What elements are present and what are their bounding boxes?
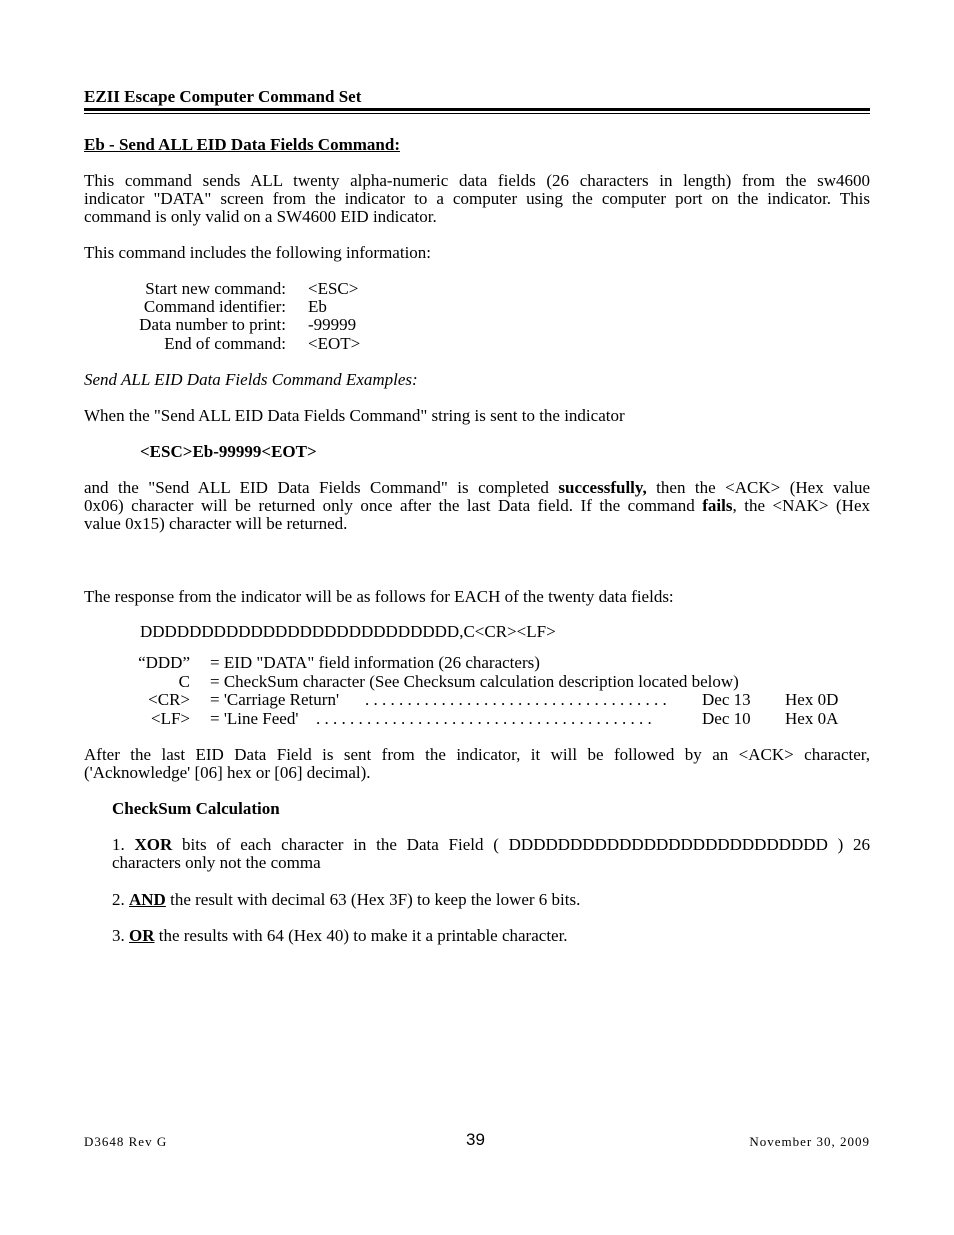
legend-key: C [178, 672, 190, 691]
legend-dec: Dec 10 [702, 709, 751, 728]
checksum-step-2 [112, 891, 580, 909]
footer-date: November 30, 2009 [749, 1134, 870, 1149]
includes-text: This command includes the following information: [84, 243, 432, 262]
step-number: 3. [112, 926, 129, 945]
field-value: <ESC> [308, 279, 359, 298]
xor-keyword: XOR [134, 835, 173, 854]
section-heading: Eb - Send ALL EID Data Fields Command: [84, 135, 400, 154]
result-text: 0x06) character will be returned only once after the last Data field. If the command [84, 496, 703, 515]
step-text: the results with 64 (Hex 40) to make it a printable character. [154, 926, 568, 945]
legend-hex: Hex 0A [785, 709, 839, 728]
legend-desc: = EID "DATA" field information (26 characters) [210, 653, 540, 672]
result-text: then the <ACK> (Hex value [646, 478, 870, 497]
intro-line: This command sends ALL twenty alpha-numeric data fields (26 characters in length) from the sw4600 [84, 171, 870, 190]
after-line-1: After the last EID Data Field is sent from the indicator, it will be followed by an <ACK> character, [84, 745, 870, 764]
legend-key: “DDD” [138, 653, 190, 672]
legend-dec: Dec 13 [702, 690, 751, 709]
field-label: Data number to print: [139, 315, 286, 334]
header-rule-thick [84, 108, 870, 111]
header-rule-thin [84, 113, 870, 114]
leader-dots: . . . . . . . . . . . . . . . . . . . . . . . . . . . . . . . . . . . . . . . . [316, 710, 652, 728]
result-text: and the "Send ALL EID Data Fields Command" is completed [84, 478, 559, 497]
legend-key: <LF> [150, 709, 190, 728]
fails-keyword: fails [702, 496, 733, 515]
or-keyword: OR [129, 926, 155, 945]
field-value: -99999 [308, 315, 357, 334]
result-line-3: value 0x15) character will be returned. [84, 514, 348, 533]
field-value: <EOT> [308, 334, 361, 353]
footer-doc-id: D3648 Rev G [84, 1134, 168, 1149]
field-label: Start new command: [145, 279, 286, 298]
intro-line: indicator "DATA" screen from the indicator to a computer using the computer port on the indicator. This [84, 189, 870, 208]
step-text: the result with decimal 63 (Hex 3F) to keep the lower 6 bits. [165, 890, 581, 909]
result-text: , the <NAK> (Hex [732, 496, 870, 515]
legend-key: <CR> [148, 690, 190, 709]
field-value: Eb [308, 297, 327, 316]
field-label: End of command: [164, 334, 286, 353]
step-text: bits of each character in the Data Field ( DDDDDDDDDDDDDDDDDDDDDDDDDD ) 26 [172, 835, 871, 854]
response-format: DDDDDDDDDDDDDDDDDDDDDDDDDD,C<CR><LF> [140, 622, 556, 641]
legend-desc: = CheckSum character (See Checksum calculation description located below) [210, 672, 739, 691]
command-string: <ESC>Eb-99999<EOT> [140, 442, 317, 461]
page-number: 39 [466, 1130, 485, 1149]
checksum-step-1 [112, 836, 870, 854]
legend-desc: = 'Line Feed' [210, 709, 299, 728]
checksum-step-1-cont: characters only not the comma [112, 853, 321, 872]
result-line-1 [84, 479, 870, 497]
and-keyword: AND [129, 890, 166, 909]
leader-dots: . . . . . . . . . . . . . . . . . . . . . . . . . . . . . . . . . . . . [365, 691, 667, 709]
checksum-step-3 [112, 927, 568, 945]
checksum-heading: CheckSum Calculation [112, 799, 280, 818]
intro-line: command is only valid on a SW4600 EID indicator. [84, 207, 437, 226]
step-number: 1. [112, 835, 135, 854]
success-keyword: successfully, [558, 478, 647, 497]
legend-hex: Hex 0D [785, 690, 839, 709]
legend-desc: = 'Carriage Return' [210, 690, 340, 709]
after-line-2: ('Acknowledge' [06] hex or [06] decimal). [84, 763, 371, 782]
response-text: The response from the indicator will be as follows for EACH of the twenty data fields: [84, 587, 674, 606]
step-number: 2. [112, 890, 129, 909]
result-line-2 [84, 497, 870, 515]
running-header: EZII Escape Computer Command Set [84, 87, 362, 106]
when-text: When the "Send ALL EID Data Fields Command" string is sent to the indicator [84, 406, 625, 425]
field-label: Command identifier: [143, 297, 286, 316]
examples-heading: Send ALL EID Data Fields Command Examples: [84, 370, 418, 389]
